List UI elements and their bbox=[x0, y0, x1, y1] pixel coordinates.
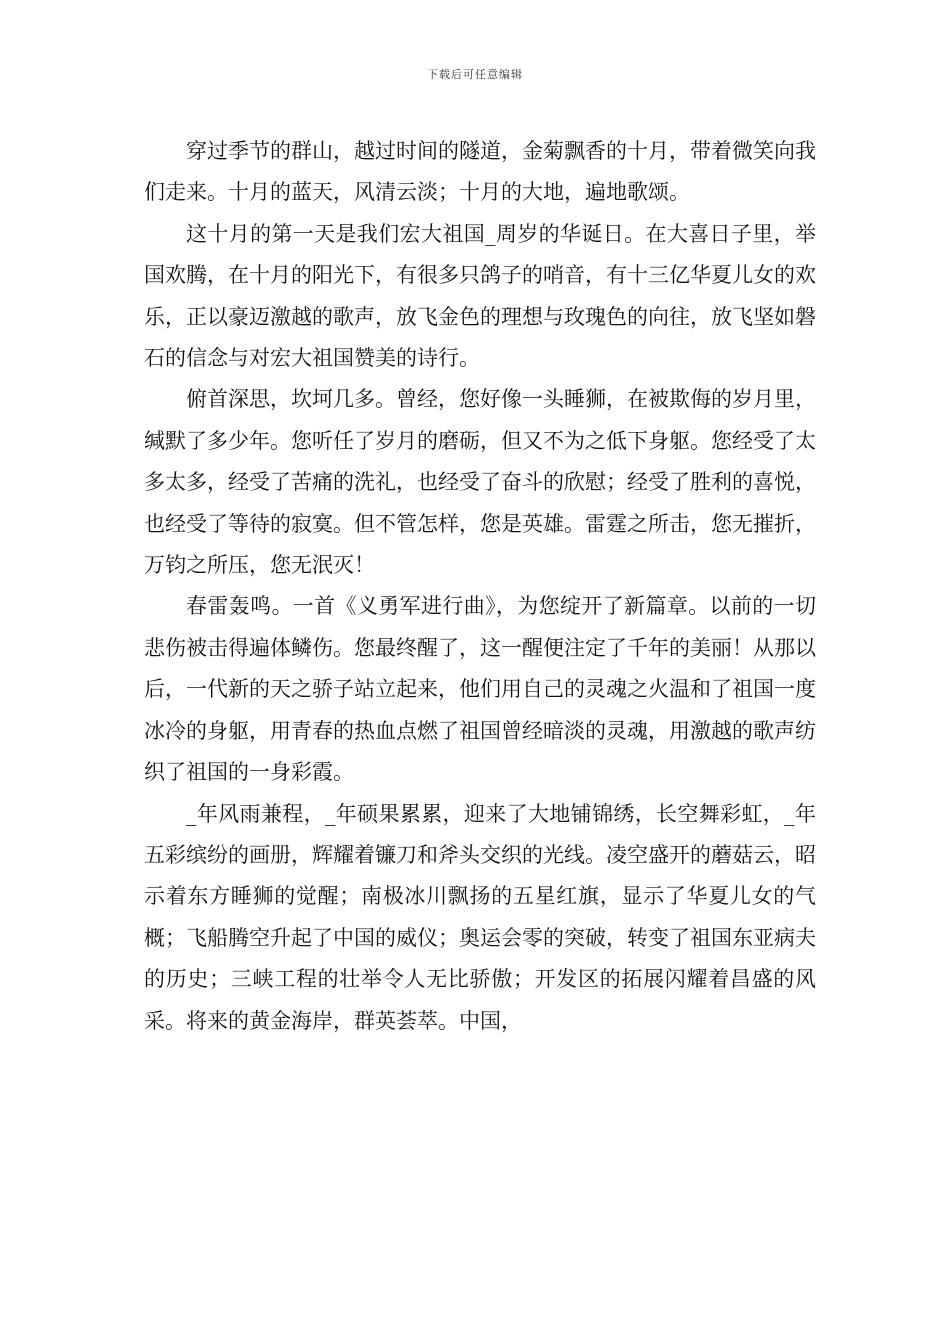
paragraph-2: 这十月的第一天是我们宏大祖国_周岁的华诞日。在大喜日子里，举国欢腾，在十月的阳光下，有很多只鸽子的哨音，有十三亿华夏儿女的欢乐，正以豪迈激越的歌声，放飞金色的理想与玫瑰色的向往，放飞坚如磐石的信念与对宏大祖国赞美的诗行。 bbox=[144, 221, 816, 371]
page-header-note: 下载后可任意编辑 bbox=[427, 68, 523, 81]
paragraph-5: _年风雨兼程，_年硕果累累，迎来了大地铺锦绣，长空舞彩虹，_年五彩缤纷的画册，辉耀着镰刀和斧头交织的光线。凌空盛开的蘑菇云，昭示着东方睡狮的觉醒；南极冰川飘扬的五星红旗，显示了华夏儿女的气概；飞船腾空升起了中国的威仪；奥运会零的突破，转变了祖国东亚病夫的历史；三峡工程的壮举令人无比骄傲；开发区的拓展闪耀着昌盛的风采。将来的黄金海岸，群英荟萃。中国， bbox=[144, 801, 816, 1033]
paragraph-1: 穿过季节的群山，越过时间的隧道，金菊飘香的十月，带着微笑向我们走来。十月的蓝天，风清云淡；十月的大地，遍地歌颂。 bbox=[144, 139, 816, 205]
article-body bbox=[144, 131, 816, 1042]
paragraph-3: 俯首深思，坎坷几多。曾经，您好像一头睡狮，在被欺侮的岁月里，缄默了多少年。您听任了岁月的磨砺，但又不为之低下身躯。您经受了太多太多，经受了苦痛的洗礼，也经受了奋斗的欣慰；经受了胜利的喜悦，也经受了等待的寂寞。但不管怎样，您是英雄。雷霆之所击，您无摧折，万钧之所压，您无泯灭！ bbox=[144, 387, 816, 578]
paragraph-4: 春雷轰鸣。一首《义勇军进行曲》，为您绽开了新篇章。以前的一切悲伤被击得遍体鳞伤。您最终醒了，这一醒便注定了千年的美丽！从那以后，一代新的天之骄子站立起来，他们用自己的灵魂之火温和了祖国一度冰冷的身躯，用青春的热血点燃了祖国曾经暗淡的灵魂，用激越的歌声纺织了祖国的一身彩霞。 bbox=[144, 594, 816, 785]
